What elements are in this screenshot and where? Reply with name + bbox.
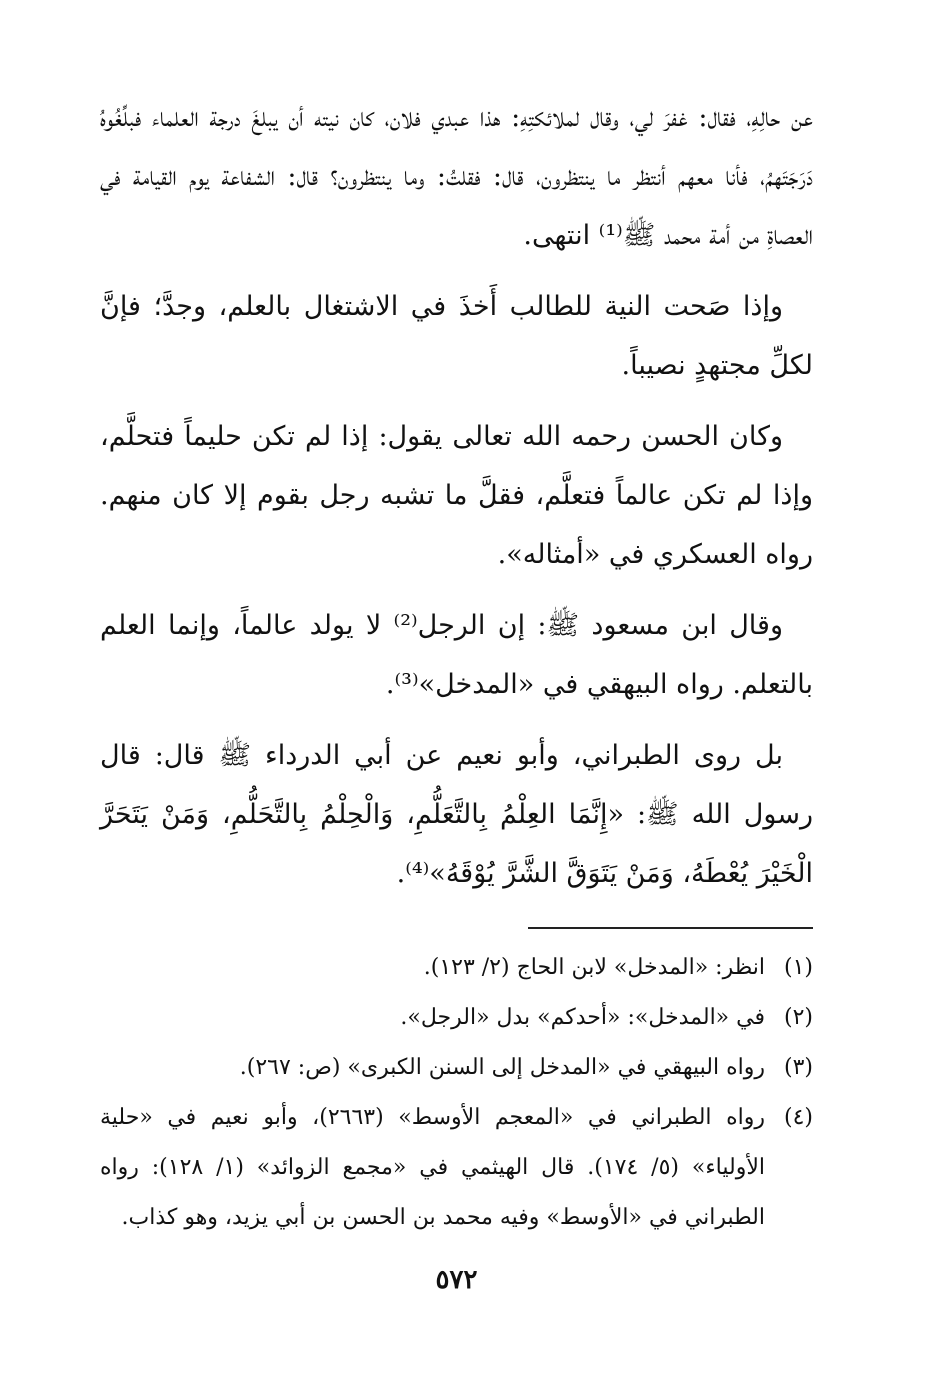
footnote-3 <box>100 1043 813 1093</box>
paragraph-text: وإذا صَحت النية للطالب أَخذَ في الاشتغال بالعلم، وجدَّ؛ فإنَّ لكلِّ مجتهدٍ نصيباً. <box>100 291 813 381</box>
paragraph-1 <box>100 88 813 265</box>
paragraph-text: بل روى الطبراني، وأبو نعيم عن أبي الدرداء ﷺ قال: قال رسول الله ﷺ: «إِنَّمَا العِلْمُ بِالتَّعَلُّمِ، وَالْحِلْمُ بِالتَّحَلُّمِ، وَمَنْ يَتَحَرَّ الْخَيْرَ يُعْطَهُ، وَمَنْ يَتَوَقَّ الشَّرَّ يُوْقَهُ»⁽⁴⁾. <box>100 740 813 889</box>
footnote-number: (٢) <box>783 1005 813 1030</box>
page-number: ٥٧٢ <box>435 1265 478 1295</box>
footnote-text: انظر: «المدخل» لابن الحاج (٢/ ١٢٣). <box>423 955 765 980</box>
footnote-text: في «المدخل»: «أحدكم» بدل «الرجل». <box>400 1005 765 1030</box>
footnote-1 <box>100 943 813 993</box>
footnote-2 <box>100 993 813 1043</box>
paragraph-text: عن حالِهِ، فقال: غفرَ لي، وقال لملائكتِهِ: هذا عبدي فلان، كان نيته أن يبلغَ درجة العلماء فبلِّغُوهُ دَرَجَتَهمُ، فأنا معهم أنتظر ما ينتظرون، قال: فقلتُ: وما ينتظرون؟ قال: الشفاعة يوم القيامة في العصاةِ من أمة محمد ﷺ⁽¹⁾ انتهى. <box>100 102 813 251</box>
footnote-4 <box>100 1093 813 1243</box>
footnote-text: رواه الطبراني في «المعجم الأوسط» (٢٦٦٣)، وأبو نعيم في «حلية الأولياء» (٥/ ١٧٤). قال الهيثمي في «مجمع الزوائد» (١/ ١٢٨): رواه الطبراني في «الأوسط» وفيه محمد بن الحسن بن أبي يزيد، وهو كذاب. <box>100 1105 766 1230</box>
footnote-number: (٣) <box>783 1055 813 1080</box>
footnote-divider <box>528 927 813 929</box>
footnote-text: رواه البيهقي في «المدخل إلى السنن الكبرى» (ص: ٢٦٧). <box>239 1055 765 1080</box>
footnote-number: (١) <box>783 955 813 980</box>
paragraph-text: وقال ابن مسعود ﷺ: إن الرجل⁽²⁾ لا يولد عالماً، وإنما العلم بالتعلم. رواه البيهقي في «المدخل»⁽³⁾. <box>100 610 813 700</box>
paragraph-5 <box>100 726 813 903</box>
paragraph-3 <box>100 407 813 584</box>
footnote-number: (٤) <box>783 1105 813 1130</box>
paragraph-text: وكان الحسن رحمه الله تعالى يقول: إذا لم تكن حليماً فتحلَّم، وإذا لم تكن عالماً فتعلَّم، فقلَّ ما تشبه رجل بقوم إلا كان منهم. رواه العسكري في «أمثاله». <box>100 421 813 570</box>
paragraph-4 <box>100 596 813 714</box>
paragraph-2 <box>100 277 813 395</box>
